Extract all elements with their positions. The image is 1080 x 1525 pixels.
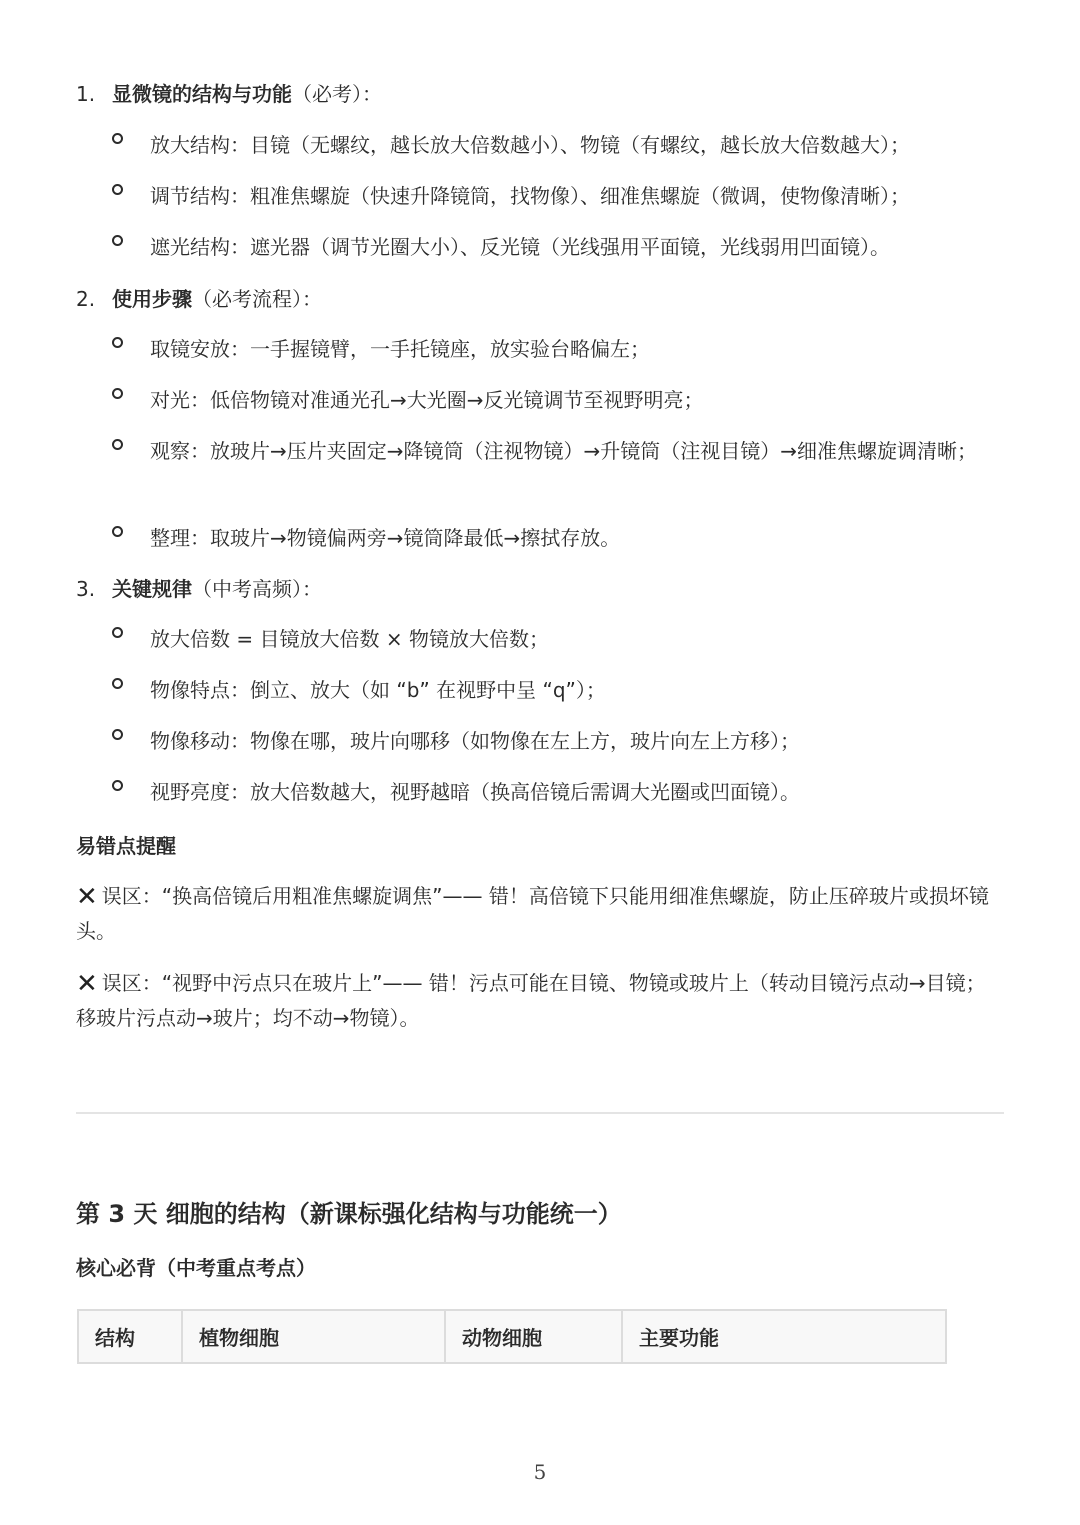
cross-icon: ✕	[76, 969, 98, 999]
list-item-text: 调节结构：粗准焦螺旋（快速升降镜筒，找物像）、细准焦螺旋（微调，使物像清晰）；	[150, 184, 910, 208]
section-1-title	[76, 80, 382, 108]
list-item	[112, 230, 1012, 264]
section-note: （必考）：	[292, 82, 382, 106]
mistakes-heading: 易错点提醒	[76, 834, 176, 858]
section-note: （中考高频）：	[192, 577, 322, 601]
list-item-text: 物像移动：物像在哪，玻片向哪移（如物像在左上方，玻片向左上方移）；	[150, 729, 800, 753]
circle-bullet-icon	[112, 627, 123, 638]
list-item-text: 物像特点：倒立、放大（如 “b” 在视野中呈 “q”）；	[150, 678, 606, 702]
page-number: 5	[533, 1460, 547, 1484]
list-item-text: 整理：取玻片→物镜偏两旁→镜筒降最低→擦拭存放。	[150, 526, 621, 550]
list-item-text: 放大结构：目镜（无螺纹，越长放大倍数越小）、物镜（有螺纹，越长放大倍数越大）；	[150, 133, 910, 157]
section-number: 1.	[76, 82, 96, 106]
list-item	[112, 521, 1012, 555]
list-item	[112, 128, 1012, 162]
divider	[76, 1112, 1004, 1114]
list-item	[112, 179, 1012, 213]
table-header-cell: 动物细胞	[445, 1310, 622, 1363]
list-item	[112, 724, 1012, 758]
list-item	[112, 775, 1012, 809]
circle-bullet-icon	[112, 780, 123, 791]
list-item	[112, 383, 1012, 417]
circle-bullet-icon	[112, 235, 123, 246]
table-header-cell: 植物细胞	[182, 1310, 445, 1363]
table-header-row	[78, 1310, 946, 1363]
chapter-title: 第 3 天 细胞的结构（新课标强化结构与功能统一）	[76, 1200, 622, 1228]
mistake-text: 误区：“换高倍镜后用粗准焦螺旋调焦”—— 错！高倍镜下只能用细准焦螺旋，防止压碎玻片或损坏镜头。	[76, 884, 989, 943]
structure-table	[77, 1309, 947, 1364]
circle-bullet-icon	[112, 184, 123, 195]
list-item-text: 取镜安放：一手握镜臂，一手托镜座，放实验台略偏左；	[150, 337, 650, 361]
list-item	[112, 673, 1012, 707]
table-header-cell: 主要功能	[622, 1310, 946, 1363]
list-item-text: 对光：低倍物镜对准通光孔→大光圈→反光镜调节至视野明亮；	[150, 388, 704, 412]
list-item	[112, 434, 1012, 468]
circle-bullet-icon	[112, 526, 123, 537]
list-item	[112, 332, 1012, 366]
circle-bullet-icon	[112, 678, 123, 689]
section-number: 3.	[76, 577, 96, 601]
circle-bullet-icon	[112, 388, 123, 399]
list-item	[112, 622, 1012, 656]
table-header-cell: 结构	[78, 1310, 182, 1363]
circle-bullet-icon	[112, 729, 123, 740]
cross-icon: ✕	[76, 882, 98, 912]
chapter-subtitle: 核心必背（中考重点考点）	[76, 1256, 316, 1280]
mistake-item	[76, 879, 996, 948]
list-item-text: 遮光结构：遮光器（调节光圈大小）、反光镜（光线强用平面镜，光线弱用凹面镜）。	[150, 235, 890, 259]
section-note: （必考流程）：	[192, 287, 322, 311]
section-heading: 显微镜的结构与功能	[112, 82, 292, 106]
circle-bullet-icon	[112, 133, 123, 144]
section-2-title	[76, 285, 322, 313]
list-item-text: 观察：放玻片→压片夹固定→降镜筒（注视物镜）→升镜筒（注视目镜）→细准焦螺旋调清晰；	[150, 439, 978, 463]
section-number: 2.	[76, 287, 96, 311]
list-item-text: 视野亮度：放大倍数越大，视野越暗（换高倍镜后需调大光圈或凹面镜）。	[150, 780, 800, 804]
section-3-title	[76, 575, 322, 603]
circle-bullet-icon	[112, 439, 123, 450]
mistake-text: 误区：“视野中污点只在玻片上”—— 错！污点可能在目镜、物镜或玻片上（转动目镜污点动→目镜；移玻片污点动→玻片；均不动→物镜）。	[76, 971, 986, 1030]
mistake-item	[76, 966, 996, 1035]
circle-bullet-icon	[112, 337, 123, 348]
section-heading: 关键规律	[112, 577, 192, 601]
section-heading: 使用步骤	[112, 287, 192, 311]
list-item-text: 放大倍数 = 目镜放大倍数 × 物镜放大倍数；	[150, 627, 549, 651]
